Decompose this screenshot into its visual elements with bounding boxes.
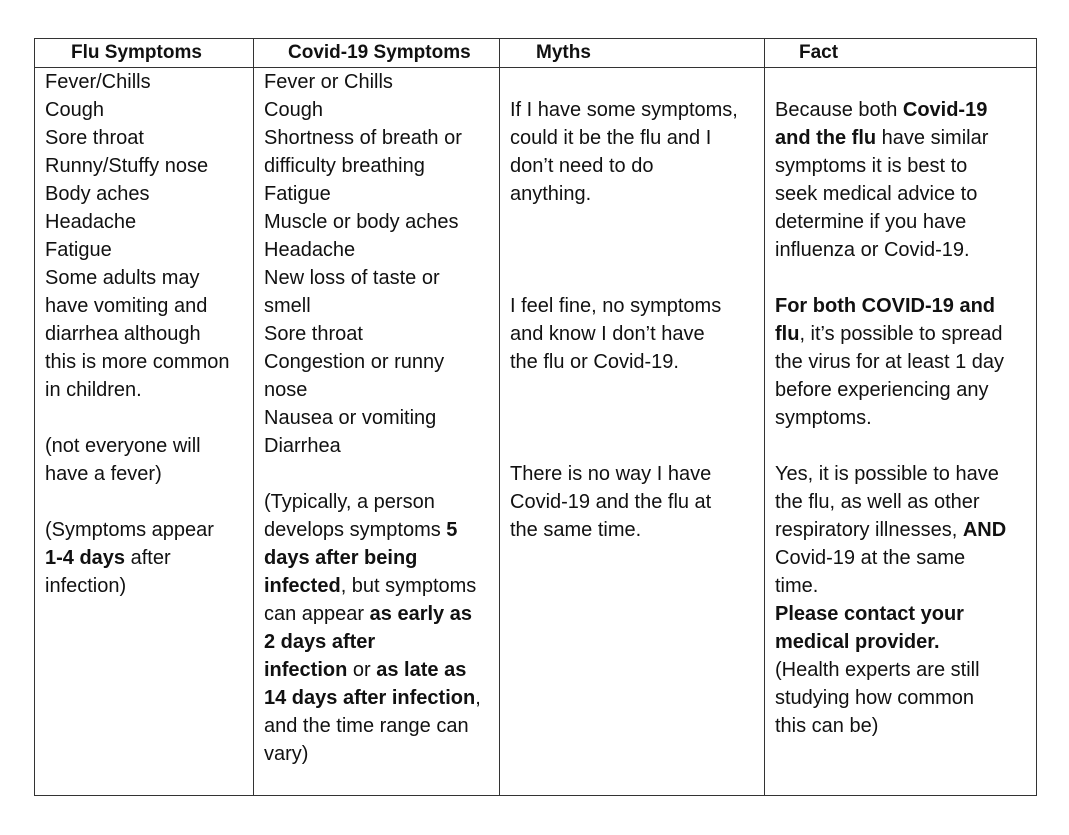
myth-2-line: the flu or Covid-19. [510, 351, 679, 373]
covid-symptom-line: New loss of taste or [264, 267, 440, 289]
fact-bold: flu [775, 323, 800, 345]
covid-timing-line [264, 544, 491, 572]
spacer [510, 404, 756, 432]
covid-timing-text: , but symptoms [340, 575, 477, 597]
fact-2-line: the virus for at least 1 day [775, 351, 1005, 373]
flu-onset-days: 1-4 days [45, 547, 126, 569]
spacer [510, 432, 756, 460]
fact-experts-line: (Health experts are still [775, 659, 980, 681]
fact-1-line: determine if you have [775, 211, 967, 233]
covid-timing-line: (Typically, a person [264, 491, 435, 513]
fact-text: have similar [876, 127, 989, 149]
covid-symptom-line: Fatigue [264, 183, 331, 205]
covid-symptom-line: smell [264, 295, 311, 317]
covid-timing-text: , [475, 687, 481, 709]
covid-symptom-line: difficulty breathing [264, 155, 425, 177]
myth-3-line: Covid-19 and the flu at [510, 491, 712, 513]
covid-symptom-line: Fever or Chills [264, 71, 393, 93]
covid-timing-line [264, 572, 491, 600]
myths-cell [500, 68, 765, 796]
fact-contact-line [775, 600, 1028, 628]
covid-timing-bold: 14 days after infection [264, 687, 476, 709]
header-fact: Fact [765, 39, 1037, 68]
spacer [510, 68, 756, 96]
covid-timing-bold: infected [264, 575, 341, 597]
spacer [510, 376, 756, 404]
covid-timing-line: vary) [264, 743, 309, 765]
flu-symptom-line: Headache [45, 211, 137, 233]
fact-experts-line: this can be) [775, 715, 879, 737]
fact-experts-line: studying how common [775, 687, 974, 709]
flu-symptom-line: Fatigue [45, 239, 112, 261]
flu-symptom-line: Runny/Stuffy nose [45, 155, 209, 177]
fact-1-line: symptoms it is best to [775, 155, 968, 177]
spacer [775, 68, 1028, 96]
covid-symptom-line: Shortness of breath or [264, 127, 462, 149]
header-row [35, 39, 1037, 68]
header-myths: Myths [500, 39, 765, 68]
fact-2-line [775, 292, 1028, 320]
covid-timing-bold: 5 [446, 519, 458, 541]
fact-bold: AND [962, 519, 1007, 541]
flu-symptom-line: Some adults may [45, 267, 200, 289]
myth-1-line: don’t need to do [510, 155, 654, 177]
fact-bold: Please contact your [775, 603, 964, 625]
fact-1-line [775, 124, 1028, 152]
myth-1-line: If I have some symptoms, [510, 99, 738, 121]
fact-3-line: time. [775, 575, 819, 597]
fact-1-line: seek medical advice to [775, 183, 978, 205]
header-covid-symptoms: Covid-19 Symptoms [254, 39, 500, 68]
spacer [775, 264, 1028, 292]
spacer [775, 432, 1028, 460]
flu-onset-text: after [125, 547, 171, 569]
flu-symptom-line: diarrhea although [45, 323, 201, 345]
fact-1-line [775, 96, 1028, 124]
myth-3-line: There is no way I have [510, 463, 712, 485]
covid-timing-bold: as early as [369, 603, 472, 625]
flu-symptom-line: Body aches [45, 183, 150, 205]
covid-timing-line [264, 516, 491, 544]
flu-symptoms-cell [35, 68, 254, 796]
flu-onset-line: (Symptoms appear [45, 519, 214, 541]
flu-symptom-line: in children. [45, 379, 142, 401]
covid-symptom-line: Diarrhea [264, 435, 341, 457]
myth-2-line: I feel fine, no symptoms [510, 295, 722, 317]
covid-symptom-line: nose [264, 379, 308, 401]
body-row [35, 68, 1037, 796]
covid-symptom-line: Headache [264, 239, 356, 261]
fact-contact-line [775, 628, 1028, 656]
fact-text: , it’s possible to spread [799, 323, 1003, 345]
covid-timing-line [264, 684, 491, 712]
myth-1-line: anything. [510, 183, 592, 205]
covid-timing-text: or [347, 659, 377, 681]
myth-2-line: and know I don’t have [510, 323, 705, 345]
covid-timing-text: can appear [264, 603, 370, 625]
spacer [45, 488, 245, 516]
header-flu-symptoms: Flu Symptoms [35, 39, 254, 68]
myth-1-line: could it be the flu and I [510, 127, 712, 149]
covid-symptom-line: Sore throat [264, 323, 363, 345]
spacer [510, 264, 756, 292]
fact-bold: Covid-19 [902, 99, 988, 121]
covid-timing-line [264, 628, 491, 656]
covid-symptoms-cell [254, 68, 500, 796]
fact-2-line: symptoms. [775, 407, 872, 429]
flu-symptom-line: Sore throat [45, 127, 144, 149]
spacer [45, 404, 245, 432]
fact-bold: For both COVID-19 and [775, 295, 995, 317]
flu-fever-note: (not everyone will [45, 435, 201, 457]
covid-timing-text: develops symptoms [264, 519, 447, 541]
spacer [264, 460, 491, 488]
fact-text: respiratory illnesses, [775, 519, 963, 541]
covid-timing-bold: days after being [264, 547, 418, 569]
covid-symptom-line: Congestion or runny [264, 351, 445, 373]
covid-symptom-line: Cough [264, 99, 323, 121]
covid-symptom-line: Muscle or body aches [264, 211, 459, 233]
fact-cell [765, 68, 1037, 796]
fact-1-line: influenza or Covid-19. [775, 239, 970, 261]
flu-symptom-line: Fever/Chills [45, 71, 151, 93]
covid-timing-line [264, 600, 491, 628]
flu-symptom-line: Cough [45, 99, 104, 121]
flu-onset-line: infection) [45, 575, 127, 597]
spacer [510, 208, 756, 236]
covid-timing-line: and the time range can [264, 715, 469, 737]
flu-symptom-line: this is more common [45, 351, 230, 373]
covid-timing-bold: 2 days after [264, 631, 376, 653]
comparison-table [34, 38, 1037, 796]
covid-timing-line [264, 656, 491, 684]
fact-3-line: the flu, as well as other [775, 491, 980, 513]
fact-3-line [775, 516, 1028, 544]
covid-symptom-line: Nausea or vomiting [264, 407, 437, 429]
myth-3-line: the same time. [510, 519, 642, 541]
fact-bold: and the flu [775, 127, 877, 149]
fact-text: Because both [775, 99, 903, 121]
fact-2-line [775, 320, 1028, 348]
fact-2-line: before experiencing any [775, 379, 989, 401]
covid-timing-bold: as late as [376, 659, 467, 681]
fact-3-line: Covid-19 at the same [775, 547, 966, 569]
flu-fever-note: have a fever) [45, 463, 162, 485]
spacer [510, 236, 756, 264]
fact-bold: medical provider. [775, 631, 940, 653]
fact-3-line: Yes, it is possible to have [775, 463, 999, 485]
flu-symptom-line: have vomiting and [45, 295, 208, 317]
covid-timing-bold: infection [264, 659, 348, 681]
flu-onset-line [45, 544, 245, 572]
